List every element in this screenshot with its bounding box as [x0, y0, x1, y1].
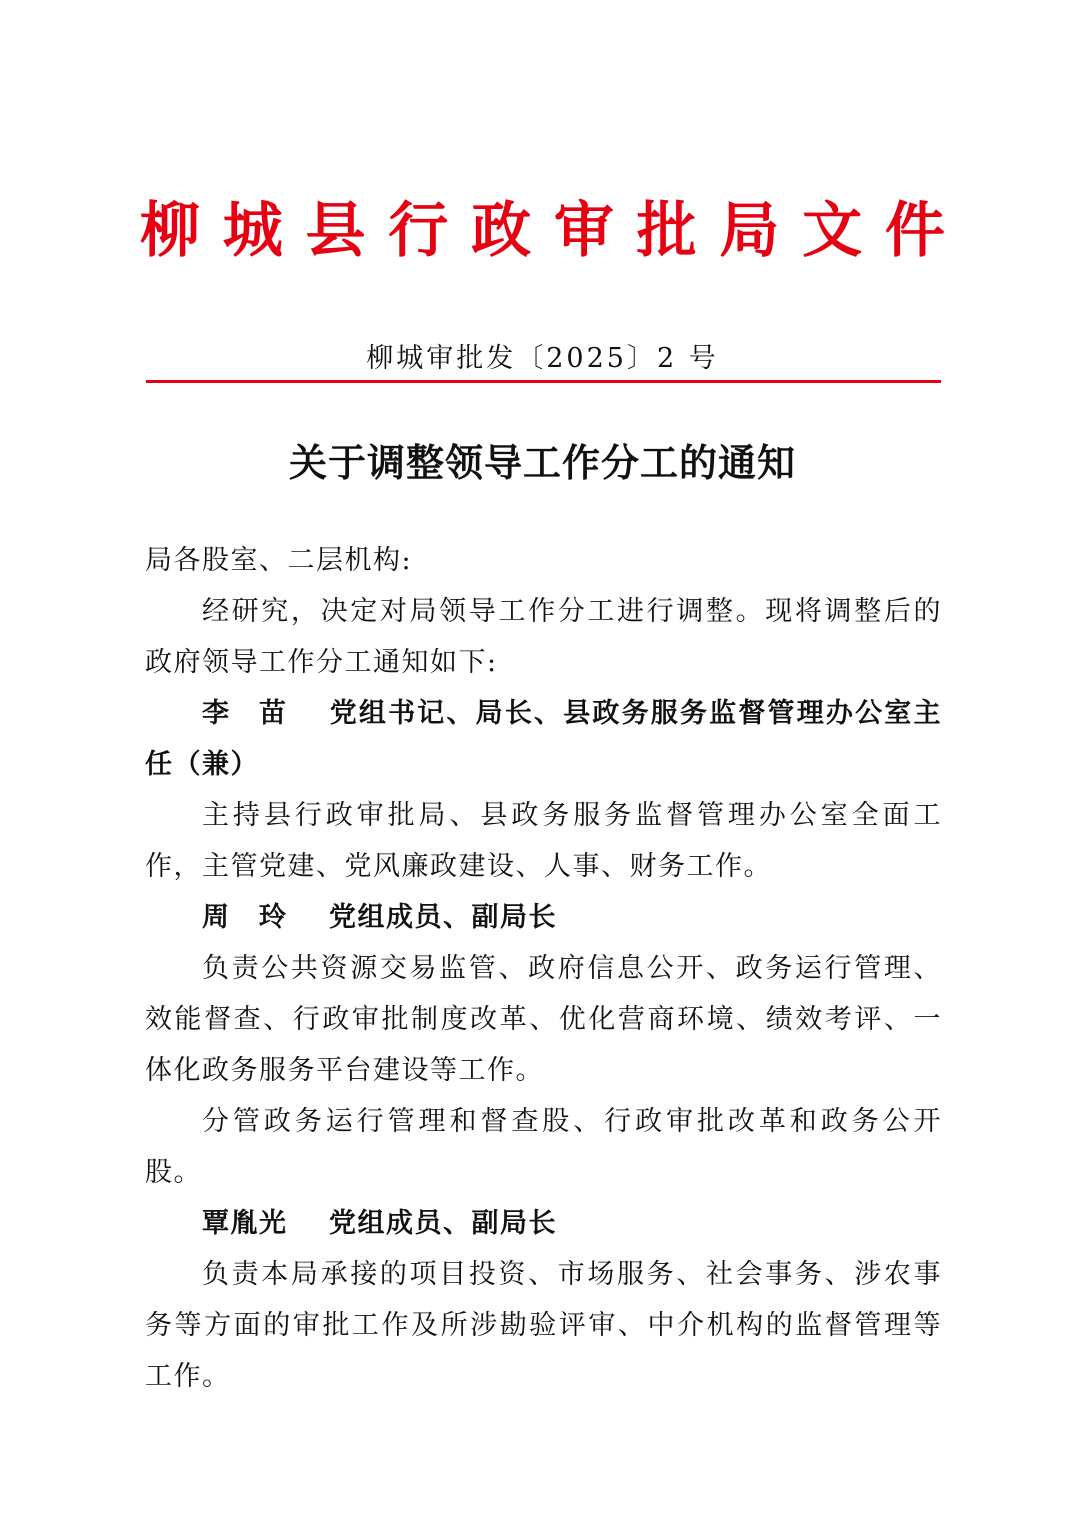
leader-position: 党组成员、副局长	[329, 1208, 557, 1239]
issuer-char: 审	[553, 196, 614, 266]
intro-paragraph: 经研究，决定对局领导工作分工进行调整。现将调整后的政府领导工作分工通知如下:	[145, 596, 942, 678]
issuer-char: 批	[636, 196, 697, 266]
leader-name: 覃胤光	[202, 1208, 288, 1239]
salutation: 局各股室、二层机构:	[145, 545, 413, 576]
issuer-char: 文	[802, 196, 863, 266]
leader-duty-paragraph: 负责本局承接的项目投资、市场服务、社会事务、涉农事务等方面的审批工作及所涉勘验评审、中介机构的监督管理等工作。	[145, 1259, 942, 1392]
issuer-char: 局	[719, 196, 780, 266]
leader-heading-1	[145, 688, 942, 790]
issuer-char: 行	[388, 196, 449, 266]
leader-heading-2	[145, 892, 942, 943]
leader-position: 党组成员、副局长	[329, 902, 557, 933]
issuer-char: 件	[884, 196, 945, 266]
issuer-char: 政	[471, 196, 532, 266]
issuer-char: 县	[305, 196, 366, 266]
issuer-char: 柳	[140, 196, 200, 266]
leader-duty-paragraph: 主持县行政审批局、县政务服务监督管理办公室全面工作，主管党建、党风廉政建设、人事、财务工作。	[145, 800, 942, 882]
red-separator-line	[146, 380, 941, 383]
leader-duty-paragraph: 负责公共资源交易监管、政府信息公开、政务运行管理、效能督查、行政审批制度改革、优化营商环境、绩效考评、一体化政务服务平台建设等工作。	[145, 953, 942, 1086]
issuer-heading	[140, 186, 945, 276]
document-number: 柳城审批发〔2025〕2 号	[366, 343, 719, 374]
leader-name: 李 苗	[202, 698, 288, 729]
leader-position: 党组书记、局长、县政务服务监督管理办公室主任（兼）	[145, 698, 942, 780]
leader-name: 周 玲	[202, 902, 288, 933]
issuer-char: 城	[222, 196, 283, 266]
leader-heading-3	[145, 1198, 942, 1249]
leader-duty-paragraph: 分管政务运行管理和督查股、行政审批改革和政务公开股。	[145, 1106, 942, 1188]
document-body	[145, 535, 942, 1402]
document-title: 关于调整领导工作分工的通知	[288, 440, 796, 485]
